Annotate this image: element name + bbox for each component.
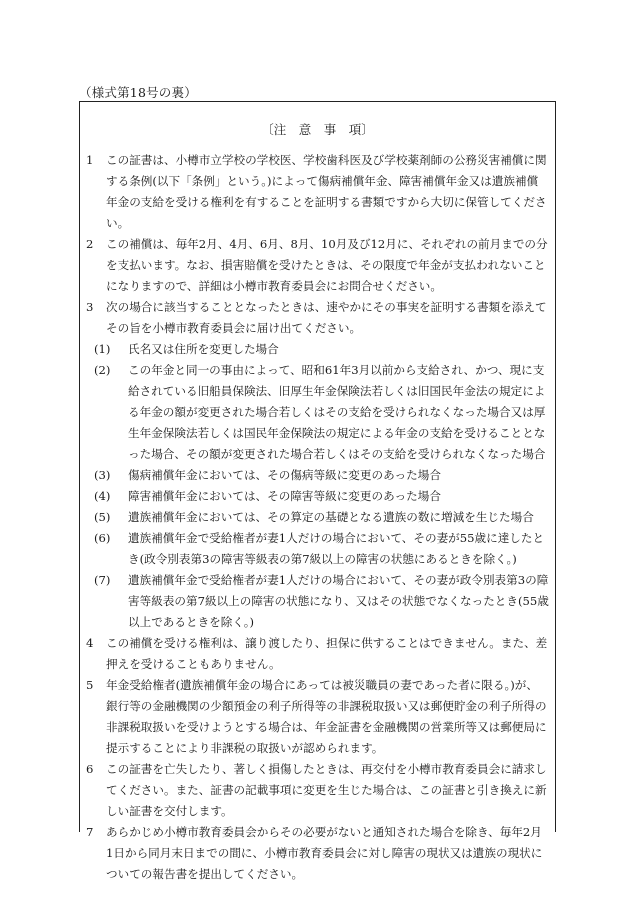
sub-item-number: (2) bbox=[94, 363, 111, 377]
item-text: この証書は、小樽市立学校の学校医、学校歯科医及び学校薬剤師の公務災害補償に関する条例(以下「条例」という。)によって傷病補償年金、障害補償年金又は遺族補償年金の支給を受ける権利を有することを証明する書類ですから大切に保管してください。 bbox=[106, 153, 547, 230]
item-text: この補償を受ける権利は、譲り渡したり、担保に供することはできません。また、差押えを受けることもありません。 bbox=[106, 636, 548, 671]
sub-item-2 bbox=[90, 360, 549, 465]
sub-item-text: この年金と同一の事由によって、昭和61年3月以前から支給され、かつ、現に支給されている旧船員保険法、旧厚生年金保険法若しくは旧国民年金法の規定による年金の額が変更された場合若しくはその支給を受けられなくなった場合又は厚生年金保険法若しくは国民年金保険法の規定による年金の支給を受けることとなった場合、その額が変更された場合若しくはその支給を受けられなくなった場合 bbox=[128, 363, 546, 461]
sub-item-text: 傷病補償年金においては、その傷病等級に変更のあった場合 bbox=[128, 468, 441, 482]
sub-item-number: (5) bbox=[94, 510, 111, 524]
item-number: 3 bbox=[86, 300, 94, 314]
sub-item-6 bbox=[90, 528, 549, 570]
item-number: 1 bbox=[86, 153, 94, 167]
notice-box bbox=[79, 101, 556, 881]
item-number: 5 bbox=[86, 678, 94, 692]
sub-item-4 bbox=[90, 486, 549, 507]
notice-item-3 bbox=[86, 297, 549, 339]
item-number: 7 bbox=[86, 825, 94, 839]
notice-item-5 bbox=[86, 675, 549, 759]
notice-item-7 bbox=[86, 822, 549, 885]
sub-item-number: (1) bbox=[94, 342, 111, 356]
notice-item-6 bbox=[86, 759, 549, 822]
sub-item-text: 遺族補償年金で受給権者が妻1人だけの場合において、その妻が55歳に達したとき(政令別表第3の障害等級表の第7級以上の障害の状態にあるときを除く。) bbox=[128, 531, 545, 566]
sub-item-number: (4) bbox=[94, 489, 111, 503]
item-text: あらかじめ小樽市教育委員会からその必要がないと通知された場合を除き、毎年2月1日から同月末日までの間に、小樽市教育委員会に対し障害の現状又は遺族の現状についての報告書を提出してください。 bbox=[106, 825, 543, 881]
sub-item-text: 障害補償年金においては、その障害等級に変更のあった場合 bbox=[128, 489, 441, 503]
item-number: 6 bbox=[86, 762, 94, 776]
notice-item-4 bbox=[86, 633, 549, 675]
notice-title: 〔注 意 事 項〕 bbox=[261, 122, 374, 137]
item-text: この補償は、毎年2月、4月、6月、8月、10月及び12月に、それぞれの前月までの分を支払います。なお、損害賠償を受けたときは、その限度で年金が支払われないことになりますので、詳細は小樽市教育委員会にお問合せください。 bbox=[106, 237, 548, 293]
item-text: 年金受給権者(遺族補償年金の場合にあっては被災職員の妻であった者に限る。)が、銀行等の金融機関の少額預金の利子所得等の非課税取扱い又は郵便貯金の利子所得の非課税取扱いを受けようとする場合は、年金証書を金融機関の営業所等又は郵便局に提示することにより非課税の取扱いが認められます。 bbox=[106, 678, 547, 755]
sub-item-number: (7) bbox=[94, 573, 111, 587]
sub-item-text: 氏名又は住所を変更した場合 bbox=[128, 342, 279, 356]
sub-item-5 bbox=[90, 507, 549, 528]
item-text: 次の場合に該当することとなったときは、速やかにその事実を証明する書類を添えてその旨を小樽市教育委員会に届け出てください。 bbox=[106, 300, 547, 335]
item-number: 2 bbox=[86, 237, 94, 251]
sub-item-number: (6) bbox=[94, 531, 111, 545]
form-number-label: （様式第18号の裏） bbox=[79, 85, 197, 100]
sub-item-text: 遺族補償年金で受給権者が妻1人だけの場合において、その妻が政令別表第3の障害等級表の第7級以上の障害の状態になり、又はその状態でなくなったとき(55歳以上であるときを除く。) bbox=[128, 573, 549, 629]
sub-item-number: (3) bbox=[94, 468, 111, 482]
notice-content bbox=[86, 150, 549, 885]
sub-item-3 bbox=[90, 465, 549, 486]
sub-item-1 bbox=[90, 339, 549, 360]
sub-item-7 bbox=[90, 570, 549, 633]
item-text: この証書を亡失したり、著しく損傷したときは、再交付を小樽市教育委員会に請求してください。また、証書の記載事項に変更を生じた場合は、この証書と引き換えに新しい証書を交付します。 bbox=[106, 762, 547, 818]
notice-item-2 bbox=[86, 234, 549, 297]
item-number: 4 bbox=[86, 636, 94, 650]
sub-item-text: 遺族補償年金においては、その算定の基礎となる遺族の数に増減を生じた場合 bbox=[128, 510, 534, 524]
notice-item-1 bbox=[86, 150, 549, 234]
